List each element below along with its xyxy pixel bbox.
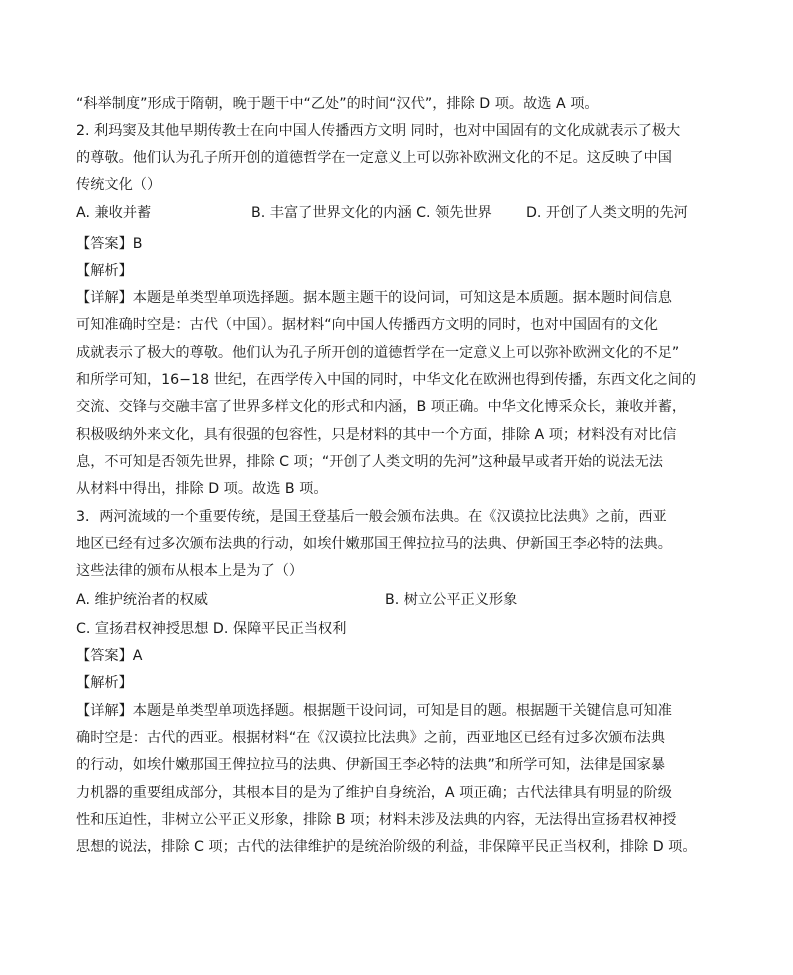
q3-option-b: B. 树立公平正义形象: [385, 592, 518, 608]
question-3-stem: 3．两河流域的一个重要传统，是国王登基后一般会颁布法典。在《汉谟拉比法典》之前，西亚: [76, 509, 667, 525]
explanation-line: 可知准确时空是：古代（中国）。据材料“向中国人传播西方文明的同时，也对中国固有的文化: [76, 317, 658, 333]
q3-option-cd: C. 宣扬君权神授思想 D. 保障平民正当权利: [76, 621, 347, 637]
text-line: 的尊敬。他们认为孔子所开创的道德哲学在一定意义上可以弥补欧洲文化的不足。这反映了中国: [76, 150, 672, 166]
explanation-line: 息，不可知是否领先世界，排除 C 项；“开创了人类文明的先河”这种最早或者开始的说法无法: [76, 454, 663, 470]
text-line: 地区已经有过多次颁布法典的行动，如埃什嫩那国王俾拉拉马的法典、伊新国王李必特的法典。: [76, 536, 672, 552]
q2-option-bc: B. 丰富了世界文化的内涵 C. 领先世界: [251, 205, 492, 221]
text-line: 这些法律的颁布从根本上是为了（）: [76, 563, 304, 579]
explanation-line: 从材料中得出，排除 D 项。故选 B 项。: [76, 481, 328, 497]
explanation-line: 【详解】本题是单类型单项选择题。根据题干设问词，可知是目的题。根据题干关键信息可知准: [76, 703, 672, 719]
explanation-line: 成就表示了极大的尊敬。他们认为孔子所开创的道德哲学在一定意义上可以弥补欧洲文化的不足”: [76, 345, 680, 361]
q2-option-d: D. 开创了人类文明的先河: [526, 205, 688, 221]
analysis-label: 【解析】: [76, 263, 133, 279]
text-line: 传统文化（）: [76, 177, 162, 193]
explanation-line: 积极吸纳外来文化，具有很强的包容性，只是材料的其中一个方面，排除 A 项；材料没有对比信: [76, 427, 677, 443]
explanation-line: 确时空是：古代的西亚。根据材料“在《汉谟拉比法典》之前，西亚地区已经有过多次颁布法典: [76, 730, 666, 746]
explanation-line: 性和压迫性，非树立公平正义形象，排除 B 项；材料未涉及法典的内容，无法得出宣扬君权神授: [76, 812, 677, 828]
answer-label: 【答案】B: [76, 236, 143, 252]
explanation-line: 【详解】本题是单类型单项选择题。据本题主题干的设问词，可知这是本质题。据本题时间信息: [76, 290, 672, 306]
analysis-label: 【解析】: [76, 675, 133, 691]
question-2-stem: 2. 利玛窦及其他早期传教士在向中国人传播西方文明 同时，也对中国固有的文化成就表示了极大: [76, 123, 681, 139]
explanation-line: 的行动，如埃什嫩那国王俾拉拉马的法典、伊新国王李必特的法典”和所学可知，法律是国家暴: [76, 757, 666, 773]
answer-label: 【答案】A: [76, 648, 143, 664]
explanation-line: 力机器的重要组成部分，其根本目的是为了维护自身统治，A 项正确；古代法律具有明显的阶级: [76, 785, 672, 801]
explanation-line: 交流、交锋与交融丰富了世界多样文化的形式和内涵，B 项正确。中华文化博采众长，兼收并蓄，: [76, 399, 687, 415]
q2-option-a: A. 兼收并蓄: [76, 205, 152, 221]
text-line: “科举制度”形成于隋朝，晚于题干中“乙处”的时间“汉代”，排除 D 项。故选 A 项。: [76, 96, 599, 112]
explanation-line: 和所学可知，16−18 世纪，在西学传入中国的同时，中华文化在欧洲也得到传播，东西文化之间的: [76, 372, 697, 388]
q3-option-a: A. 维护统治者的权威: [76, 592, 208, 608]
explanation-line: 思想的说法，排除 C 项；古代的法律维护的是统治阶级的利益，非保障平民正当权利，排除 D 项。: [76, 839, 697, 855]
